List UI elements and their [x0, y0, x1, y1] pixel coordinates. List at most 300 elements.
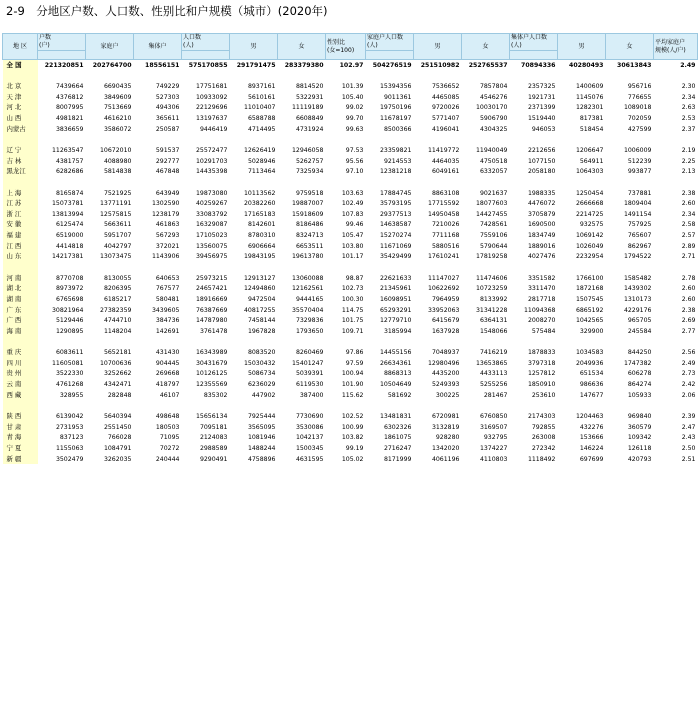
value-cell: 12779710 — [380, 317, 412, 325]
value-cell: 11147027 — [428, 274, 460, 282]
header-pop-male: 男 — [230, 34, 278, 60]
value-cell: 4433113 — [479, 370, 508, 378]
value-cell: 1548066 — [479, 327, 508, 335]
value-cell: 40259267 — [196, 200, 228, 208]
value-cell: 5039391 — [295, 370, 324, 378]
value-cell: 292777 — [155, 157, 180, 165]
value-cell: 835302 — [203, 391, 228, 399]
value-cell: 1500345 — [295, 444, 324, 452]
value-cell: 1878833 — [527, 349, 556, 357]
value-cell: 6083611 — [55, 349, 84, 357]
value-cell: 2.51 — [681, 455, 696, 463]
value-cell: 1034583 — [575, 349, 604, 357]
region-cell: 江 西 — [3, 241, 38, 252]
value-cell: 5880516 — [431, 242, 460, 250]
value-cell: 1690500 — [527, 221, 556, 229]
header-pop-female: 女 — [278, 34, 326, 60]
value-cell: 4304325 — [479, 125, 508, 133]
value-cell: 1042565 — [575, 317, 604, 325]
value-cell: 3169507 — [479, 423, 508, 431]
value-cell: 427599 — [627, 125, 652, 133]
value-cell: 2.42 — [681, 381, 696, 389]
value-cell: 1374227 — [479, 444, 508, 452]
region-cell: 陕 西 — [3, 411, 38, 422]
header-collective-population: 集体户人口数 (人) — [510, 34, 558, 51]
value-cell: 9446419 — [199, 125, 228, 133]
value-cell: 2.57 — [681, 232, 696, 240]
value-cell: 13560075 — [196, 242, 228, 250]
value-cell: 12162561 — [292, 285, 324, 293]
value-cell: 5640394 — [103, 412, 132, 420]
value-cell: 5129446 — [55, 317, 84, 325]
value-cell: 4196041 — [431, 125, 460, 133]
value-cell: 7730690 — [295, 412, 324, 420]
table-row — [3, 294, 698, 305]
value-cell: 103.63 — [341, 189, 364, 197]
spacer-cell — [38, 337, 698, 348]
value-cell: 8007995 — [55, 104, 84, 112]
value-cell: 2232954 — [575, 253, 604, 261]
value-cell: 384736 — [155, 317, 180, 325]
value-cell: 97.10 — [345, 168, 364, 176]
value-cell: 21345961 — [380, 285, 412, 293]
value-cell: 6364131 — [479, 317, 508, 325]
value-cell: 4342471 — [103, 381, 132, 389]
value-cell: 932575 — [579, 221, 604, 229]
value-cell: 19843195 — [244, 253, 276, 261]
value-cell: 1081946 — [247, 434, 276, 442]
region-cell: 广 东 — [3, 305, 38, 316]
value-cell: 1809404 — [623, 200, 652, 208]
value-cell: 1439302 — [623, 285, 652, 293]
region-cell: 河 南 — [3, 273, 38, 284]
value-cell: 8770708 — [55, 274, 84, 282]
header-households-sub — [38, 51, 86, 60]
value-cell: 7416219 — [479, 349, 508, 357]
value-cell: 4616210 — [103, 115, 132, 123]
region-cell: 辽 宁 — [3, 145, 38, 156]
value-cell: 5610161 — [247, 93, 276, 101]
value-cell: 8130055 — [103, 274, 132, 282]
value-cell: 3836659 — [55, 125, 84, 133]
value-cell: 494306 — [155, 104, 180, 112]
value-cell: 33952063 — [428, 306, 460, 314]
spacer-region-cell — [3, 401, 38, 412]
value-cell: 76387669 — [196, 306, 228, 314]
value-cell: 102.73 — [341, 285, 364, 293]
value-cell: 13073475 — [100, 253, 132, 261]
value-cell: 1204463 — [575, 412, 604, 420]
value-cell: 3761478 — [199, 327, 228, 335]
value-cell: 12381218 — [380, 168, 412, 176]
value-cell: 1988335 — [527, 189, 556, 197]
value-cell: 946053 — [531, 125, 556, 133]
value-cell: 8324713 — [295, 232, 324, 240]
table-row — [3, 230, 698, 241]
value-cell: 1155063 — [55, 444, 84, 452]
value-cell: 114.75 — [341, 306, 364, 314]
value-cell: 651534 — [579, 370, 604, 378]
value-cell: 518454 — [579, 125, 604, 133]
value-cell: 1519440 — [527, 115, 556, 123]
value-cell: 23359821 — [380, 146, 412, 154]
value-cell: 6760850 — [479, 412, 508, 420]
region-cell: 海 南 — [3, 326, 38, 337]
value-cell: 281467 — [483, 391, 508, 399]
value-cell: 1310173 — [623, 295, 652, 303]
value-cell: 6588788 — [247, 115, 276, 123]
header-fam-female: 女 — [462, 34, 510, 60]
value-cell: 19613780 — [292, 253, 324, 261]
value-cell: 765607 — [627, 232, 652, 240]
value-cell: 1400609 — [575, 83, 604, 91]
value-cell: 99.19 — [345, 444, 364, 452]
value-cell: 580481 — [155, 295, 180, 303]
value-cell: 447902 — [251, 391, 276, 399]
value-cell: 4088980 — [103, 157, 132, 165]
value-cell: 1069142 — [575, 232, 604, 240]
value-cell: 6139042 — [55, 412, 84, 420]
value-cell: 6282686 — [55, 168, 84, 176]
table-row — [3, 326, 698, 337]
value-cell: 5814838 — [103, 168, 132, 176]
value-cell: 8186486 — [295, 221, 324, 229]
header-households: 户数 (户) — [38, 34, 86, 51]
value-cell: 817381 — [579, 115, 604, 123]
value-cell: 14427455 — [476, 210, 508, 218]
value-cell: 13197637 — [196, 115, 228, 123]
value-cell: 1747382 — [623, 359, 652, 367]
region-cell: 河 北 — [3, 103, 38, 114]
region-cell: 青 海 — [3, 432, 38, 443]
value-cell: 1967828 — [247, 327, 276, 335]
value-cell: 2.49 — [681, 359, 696, 367]
value-cell: 6332057 — [479, 168, 508, 176]
value-cell: 14950458 — [428, 210, 460, 218]
value-cell: 283379380 — [284, 61, 324, 69]
value-cell: 4731924 — [295, 125, 324, 133]
value-cell: 7925444 — [247, 412, 276, 420]
value-cell: 1006009 — [623, 146, 652, 154]
value-cell: 8780310 — [247, 232, 276, 240]
value-cell: 10622692 — [428, 285, 460, 293]
value-cell: 10672010 — [100, 146, 132, 154]
value-cell: 146224 — [579, 444, 604, 452]
value-cell: 1507545 — [575, 295, 604, 303]
table-row — [3, 315, 698, 326]
value-cell: 3311470 — [527, 285, 556, 293]
value-cell: 6720981 — [431, 412, 460, 420]
value-cell: 2.60 — [681, 200, 696, 208]
value-cell: 180503 — [155, 423, 180, 431]
value-cell: 6608849 — [295, 115, 324, 123]
value-cell: 606278 — [627, 370, 652, 378]
spacer-row — [3, 134, 698, 145]
value-cell: 1238179 — [151, 210, 180, 218]
value-cell: 103.80 — [341, 242, 364, 250]
value-cell: 1077150 — [527, 157, 556, 165]
spacer-region-cell — [3, 71, 38, 82]
value-cell: 2.38 — [681, 189, 696, 197]
value-cell: 1585482 — [623, 274, 652, 282]
value-cell: 100.94 — [341, 370, 364, 378]
value-cell: 99.70 — [345, 115, 364, 123]
spacer-row — [3, 337, 698, 348]
value-cell: 4061196 — [431, 455, 460, 463]
value-cell: 99.46 — [345, 221, 364, 229]
value-cell: 4546276 — [479, 93, 508, 101]
value-cell: 2008270 — [527, 317, 556, 325]
value-cell: 40817255 — [244, 306, 276, 314]
value-cell: 2.73 — [681, 370, 696, 378]
table-row — [3, 273, 698, 284]
value-cell: 767577 — [155, 285, 180, 293]
value-cell: 1290895 — [55, 327, 84, 335]
value-cell: 567293 — [155, 232, 180, 240]
value-cell: 8973972 — [55, 285, 84, 293]
value-cell: 1850910 — [527, 381, 556, 389]
header-collective-population-sub — [510, 51, 558, 60]
table-row — [3, 60, 698, 71]
value-cell: 8171999 — [383, 455, 412, 463]
value-cell: 46107 — [159, 391, 180, 399]
value-cell: 7536652 — [431, 83, 460, 91]
value-cell: 3565095 — [247, 423, 276, 431]
value-cell: 16343989 — [196, 349, 228, 357]
value-cell: 3502479 — [55, 455, 84, 463]
value-cell: 1064303 — [575, 168, 604, 176]
spacer-region-cell — [3, 337, 38, 348]
value-cell: 4042797 — [103, 242, 132, 250]
value-cell: 372021 — [155, 242, 180, 250]
value-cell: 13060088 — [292, 274, 324, 282]
value-cell: 360579 — [627, 423, 652, 431]
value-cell: 8868313 — [383, 370, 412, 378]
value-cell: 269668 — [155, 370, 180, 378]
table-row — [3, 198, 698, 209]
value-cell: 15656134 — [196, 412, 228, 420]
value-cell: 5771407 — [431, 115, 460, 123]
value-cell: 2124083 — [199, 434, 228, 442]
value-cell: 35429499 — [380, 253, 412, 261]
value-cell: 993877 — [627, 168, 652, 176]
value-cell: 100.30 — [341, 295, 364, 303]
value-cell: 2.89 — [681, 242, 696, 250]
value-cell: 107.83 — [341, 210, 364, 218]
value-cell: 126118 — [627, 444, 652, 452]
value-cell: 282848 — [107, 391, 132, 399]
value-cell: 1766100 — [575, 274, 604, 282]
value-cell: 251510982 — [420, 61, 460, 69]
table-row — [3, 166, 698, 177]
value-cell: 3439605 — [151, 306, 180, 314]
value-cell: 7857804 — [479, 83, 508, 91]
value-cell: 4761268 — [55, 381, 84, 389]
value-cell: 4229176 — [623, 306, 652, 314]
value-cell: 101.17 — [341, 253, 364, 261]
value-cell: 35570404 — [292, 306, 324, 314]
value-cell: 97.59 — [345, 359, 364, 367]
value-cell: 4714495 — [247, 125, 276, 133]
value-cell: 30613843 — [617, 61, 652, 69]
spacer-region-cell — [3, 134, 38, 145]
value-cell: 10126125 — [196, 370, 228, 378]
value-cell: 6415679 — [431, 317, 460, 325]
value-cell: 1042137 — [295, 434, 324, 442]
value-cell: 102.52 — [341, 412, 364, 420]
value-cell: 8133992 — [479, 295, 508, 303]
region-cell: 山 西 — [3, 113, 38, 124]
table-row — [3, 422, 698, 433]
value-cell: 19750196 — [380, 104, 412, 112]
value-cell: 4464035 — [431, 157, 460, 165]
table-row — [3, 145, 698, 156]
value-cell: 9011361 — [383, 93, 412, 101]
value-cell: 10291703 — [196, 157, 228, 165]
value-cell: 2.56 — [681, 349, 696, 357]
value-cell: 3185994 — [383, 327, 412, 335]
value-cell: 15394356 — [380, 83, 412, 91]
value-cell: 757925 — [627, 221, 652, 229]
value-cell: 2212656 — [527, 146, 556, 154]
value-cell: 109342 — [627, 434, 652, 442]
value-cell: 8165874 — [55, 189, 84, 197]
value-cell: 6302326 — [383, 423, 412, 431]
value-cell: 6236029 — [247, 381, 276, 389]
value-cell: 13653865 — [476, 359, 508, 367]
value-cell: 12626419 — [244, 146, 276, 154]
value-cell: 7325934 — [295, 168, 324, 176]
value-cell: 2.78 — [681, 274, 696, 282]
value-cell: 2.30 — [681, 83, 696, 91]
table-row — [3, 358, 698, 369]
value-cell: 10723259 — [476, 285, 508, 293]
value-cell: 504276519 — [372, 61, 412, 69]
table-row — [3, 347, 698, 358]
value-cell: 11474606 — [476, 274, 508, 282]
value-cell: 467848 — [155, 168, 180, 176]
value-cell: 19887007 — [292, 200, 324, 208]
value-cell: 1342020 — [431, 444, 460, 452]
value-cell: 10113562 — [244, 189, 276, 197]
value-cell: 7513669 — [103, 104, 132, 112]
value-cell: 16098951 — [380, 295, 412, 303]
value-cell: 2.13 — [681, 168, 696, 176]
value-cell: 7113464 — [247, 168, 276, 176]
value-cell: 6519000 — [55, 232, 84, 240]
value-cell: 9214553 — [383, 157, 412, 165]
value-cell: 3797318 — [527, 359, 556, 367]
value-cell: 12355569 — [196, 381, 228, 389]
header-col-female: 女 — [606, 34, 654, 60]
value-cell: 1637928 — [431, 327, 460, 335]
value-cell: 737881 — [627, 189, 652, 197]
value-cell: 9720026 — [431, 104, 460, 112]
value-cell: 862967 — [627, 242, 652, 250]
value-cell: 2.69 — [681, 317, 696, 325]
value-cell: 432276 — [579, 423, 604, 431]
value-cell: 153666 — [579, 434, 604, 442]
value-cell: 6185217 — [103, 295, 132, 303]
value-cell: 20382260 — [244, 200, 276, 208]
value-cell: 6690435 — [103, 83, 132, 91]
header-region: 地 区 — [3, 34, 38, 60]
value-cell: 2357325 — [527, 83, 556, 91]
value-cell: 2817718 — [527, 295, 556, 303]
value-cell: 12946058 — [292, 146, 324, 154]
value-cell: 8142601 — [247, 221, 276, 229]
value-cell: 18077603 — [476, 200, 508, 208]
value-cell: 3252662 — [103, 370, 132, 378]
value-cell: 14638587 — [380, 221, 412, 229]
value-cell: 9759518 — [295, 189, 324, 197]
table-row — [3, 156, 698, 167]
value-cell: 697699 — [579, 455, 604, 463]
table-row — [3, 81, 698, 92]
value-cell: 1793650 — [295, 327, 324, 335]
value-cell: 15918609 — [292, 210, 324, 218]
value-cell: 14435398 — [196, 168, 228, 176]
value-cell: 16329087 — [196, 221, 228, 229]
value-cell: 1145076 — [575, 93, 604, 101]
data-table — [2, 33, 698, 464]
value-cell: 1089018 — [623, 104, 652, 112]
value-cell: 956716 — [627, 83, 652, 91]
table-row — [3, 252, 698, 263]
value-cell: 2058180 — [527, 168, 556, 176]
region-cell: 北 京 — [3, 81, 38, 92]
value-cell: 4110803 — [479, 455, 508, 463]
value-cell: 581692 — [387, 391, 412, 399]
value-cell: 1834749 — [527, 232, 556, 240]
value-cell: 7521925 — [103, 189, 132, 197]
value-cell: 8260469 — [295, 349, 324, 357]
value-cell: 102.97 — [339, 61, 364, 69]
value-cell: 11671069 — [380, 242, 412, 250]
region-cell: 宁 夏 — [3, 443, 38, 454]
value-cell: 11605081 — [52, 359, 84, 367]
region-cell: 重 庆 — [3, 347, 38, 358]
value-cell: 1488244 — [247, 444, 276, 452]
value-cell: 22621633 — [380, 274, 412, 282]
value-cell: 4376812 — [55, 93, 84, 101]
value-cell: 26634361 — [380, 359, 412, 367]
value-cell: 5906790 — [479, 115, 508, 123]
value-cell: 1084791 — [103, 444, 132, 452]
value-cell: 147677 — [579, 391, 604, 399]
value-cell: 98.87 — [345, 274, 364, 282]
value-cell: 4981821 — [55, 115, 84, 123]
value-cell: 5249393 — [431, 381, 460, 389]
value-cell: 9290491 — [199, 455, 228, 463]
value-cell: 6049161 — [431, 168, 460, 176]
value-cell: 12913127 — [244, 274, 276, 282]
value-cell: 31341228 — [476, 306, 508, 314]
value-cell: 1250454 — [575, 189, 604, 197]
value-cell: 7329836 — [295, 317, 324, 325]
value-cell: 1491154 — [623, 210, 652, 218]
value-cell: 986636 — [579, 381, 604, 389]
value-cell: 2.77 — [681, 327, 696, 335]
value-cell: 11940049 — [476, 146, 508, 154]
value-cell: 4750518 — [479, 157, 508, 165]
value-cell: 1794522 — [623, 253, 652, 261]
value-cell: 15401247 — [292, 359, 324, 367]
value-cell: 1118492 — [527, 455, 556, 463]
value-cell: 1861075 — [383, 434, 412, 442]
value-cell: 8206395 — [103, 285, 132, 293]
value-cell: 29377513 — [380, 210, 412, 218]
